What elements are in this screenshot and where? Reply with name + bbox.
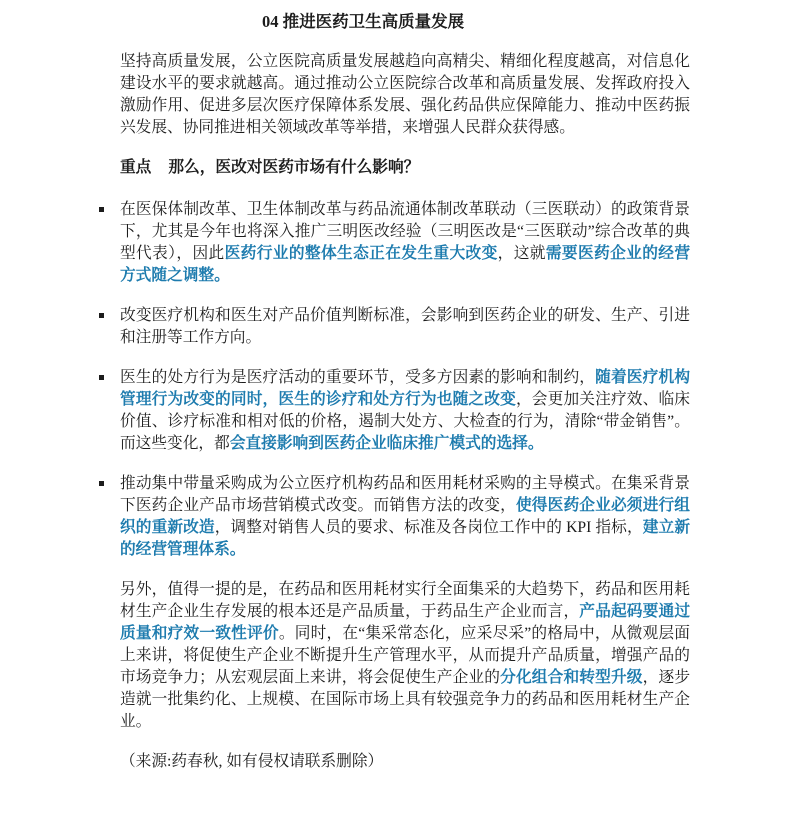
- text-segment: 改变医疗机构和医生对产品价值判断标准，会影响到医药企业的研发、生产、引进和注册等工作方向。: [120, 307, 690, 346]
- section-heading: [120, 157, 690, 179]
- bullet-marker-icon: [99, 481, 104, 486]
- bullet-item: [120, 473, 690, 561]
- bullet-item: [120, 199, 690, 287]
- bullet-item: [120, 305, 690, 349]
- bullet-text: [120, 305, 690, 349]
- text-segment: ，逐步造就一批集约化、上规模、在国际市场上具有较强竞争力的药品和医用耗材生产企业。: [120, 669, 691, 730]
- text-segment: ，调整对销售人员的要求、标准及各岗位工作中的 KPI 指标，: [214, 519, 643, 536]
- page-title: 04 推进医药卫生高质量发展: [261, 12, 465, 31]
- text-segment: ，会更加关注疗效、临床价值、诊疗标准和相对低的价格，遏制大处方、大检查的行为，清除“带金销售”。而这些变化，都: [120, 391, 690, 452]
- highlight-text-segment: 随着医疗机构管理行为改变的同时，医生的诊疗和处方行为也随之改变: [120, 369, 690, 408]
- source-note: （来源:药春秋, 如有侵权请联系删除）: [120, 753, 384, 770]
- bullet-text: [120, 367, 690, 455]
- highlight-text-segment: 会直接影响到医药企业临床推广模式的选择。: [229, 435, 544, 452]
- highlight-text-segment: 分化组合和转型升级: [500, 669, 643, 686]
- highlight-text-segment: 使得医药企业必须进行组织的重新改造: [120, 497, 690, 536]
- heading-label: 重点: [120, 159, 152, 176]
- highlight-text-segment: 建立新的经营管理体系。: [120, 519, 691, 558]
- closing-paragraph: [120, 579, 690, 733]
- bullet-text: [120, 199, 690, 287]
- bullet-text: [120, 473, 690, 561]
- text-segment: 。同时，在“集采常态化，应采尽采”的格局中，从微观层面上来讲，将促使生产企业不断提升生产管理水平，从而提升产品质量，增强产品的市场竞争力；从宏观层面上来讲，将会促使生产企业的: [120, 625, 690, 686]
- text-segment: ，这就: [497, 245, 546, 262]
- heading-question: 那么，医改对医药市场有什么影响？: [168, 159, 420, 176]
- bullet-marker-icon: [99, 207, 104, 212]
- text-segment: 另外，值得一提的是，在药品和医用耗材实行全面集采的大趋势下，药品和医用耗材生产企业生存发展的根本还是产品质量，于药品生产企业而言，: [120, 581, 690, 620]
- bullet-marker-icon: [99, 313, 104, 318]
- bullet-list: [120, 199, 690, 561]
- bullet-marker-icon: [99, 375, 104, 380]
- text-segment: 医生的处方行为是医疗活动的重要环节，受多方因素的影响和制约，: [120, 369, 596, 386]
- highlight-text-segment: 医药行业的整体生态正在发生重大改变: [224, 245, 498, 262]
- highlight-text-segment: 需要医药企业的经营方式随之调整。: [120, 245, 691, 284]
- text-segment: 推动集中带量采购成为公立医疗机构药品和医用耗材采购的主导模式。在集采背景下医药企业产品市场营销模式改变。而销售方法的改变，: [120, 475, 690, 514]
- highlight-text-segment: 产品起码要通过质量和疗效一致性评价: [120, 603, 691, 642]
- text-segment: 在医保体制改革、卫生体制改革与药品流通体制改革联动（三医联动）的政策背景下，尤其是今年也将深入推广三明医改经验（三明医改是“三医联动”综合改革的典型代表），因此: [120, 201, 690, 262]
- bullet-item: [120, 367, 690, 455]
- intro-paragraph: 坚持高质量发展，公立医院高质量发展越趋向高精尖、精细化程度越高，对信息化建设水平的要求就越高。通过推动公立医院综合改革和高质量发展、发挥政府投入激励作用、促进多层次医疗保障体系发展、强化药品供应保障能力、推动中医药振兴发展、协同推进相关领域改革等举措，来增强人民群众获得感。: [120, 53, 690, 136]
